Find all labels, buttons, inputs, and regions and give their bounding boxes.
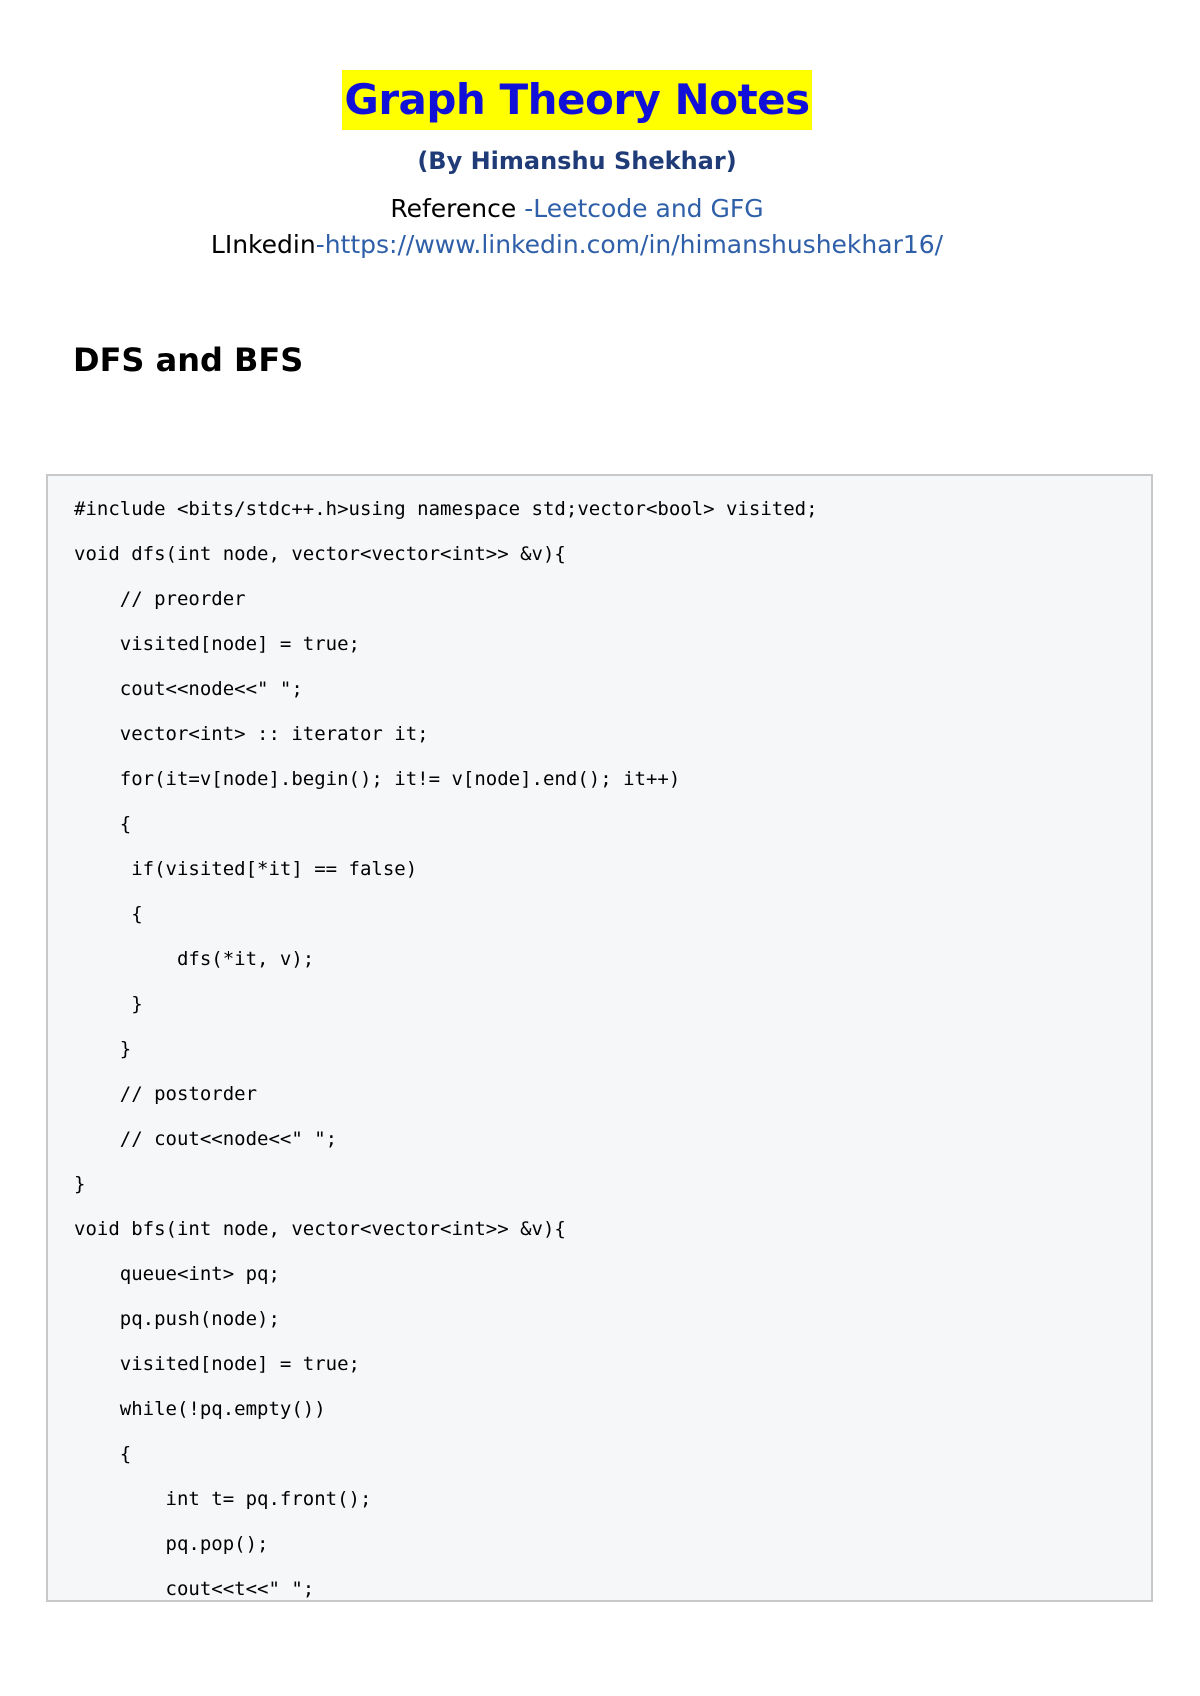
code-line: visited[node] = true; (74, 1353, 360, 1375)
code-line: // preorder (74, 588, 246, 610)
code-line: } (74, 1038, 132, 1060)
code-line: while(!pq.empty()) (74, 1398, 326, 1420)
code-line: vector<int> :: iterator it; (74, 723, 429, 745)
code-line: dfs(*it, v); (74, 948, 315, 970)
code-line: // postorder (74, 1083, 258, 1105)
code-line: #include <bits/stdc++.h>using namespace std;vector<bool> visited; (74, 498, 818, 520)
linkedin-link[interactable]: -https://www.linkedin.com/in/himanshushekhar16/ (315, 230, 944, 259)
code-line: } (74, 1173, 86, 1195)
reference-line (0, 192, 1154, 226)
code-line: pq.push(node); (74, 1308, 280, 1330)
code-line: { (74, 903, 143, 925)
code-line: { (74, 813, 132, 835)
document-header (0, 70, 1154, 262)
author-byline: (By Himanshu Shekhar) (417, 147, 737, 175)
code-line: cout<<t<<" "; (74, 1578, 315, 1600)
reference-label: Reference (390, 194, 525, 223)
reference-link[interactable]: -Leetcode and GFG (524, 194, 764, 223)
code-line: pq.pop(); (74, 1533, 269, 1555)
code-line: if(visited[*it] == false) (74, 858, 418, 880)
code-line: visited[node] = true; (74, 633, 360, 655)
code-line: for(it=v[node].begin(); it!= v[node].end(); it++) (74, 768, 681, 790)
code-line: } (74, 993, 143, 1015)
code-line: queue<int> pq; (74, 1263, 280, 1285)
document-title: Graph Theory Notes (342, 70, 811, 130)
code-block (46, 474, 1153, 1602)
code-line: // cout<<node<<" "; (74, 1128, 338, 1150)
code-line: int t= pq.front(); (74, 1488, 372, 1510)
code-line: void dfs(int node, vector<vector<int>> &v){ (74, 543, 566, 565)
code-line: void bfs(int node, vector<vector<int>> &v){ (74, 1218, 566, 1240)
linkedin-line (0, 228, 1154, 262)
code-line: cout<<node<<" "; (74, 678, 303, 700)
section-heading: DFS and BFS (73, 341, 304, 379)
linkedin-label: LInkedin (210, 230, 316, 259)
code-line: { (74, 1443, 132, 1465)
